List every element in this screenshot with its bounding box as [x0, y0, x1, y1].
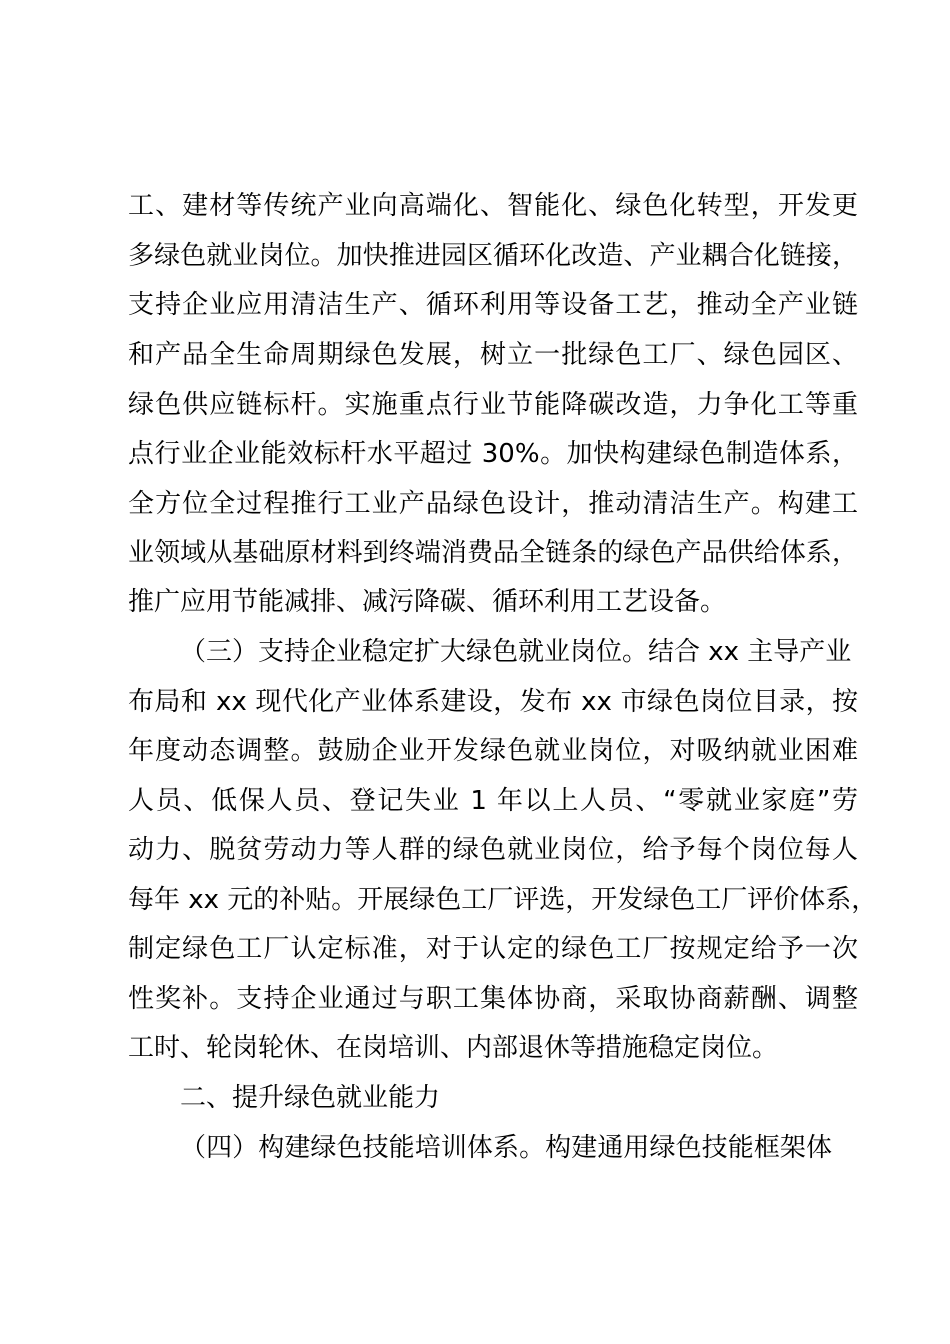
paragraph-line: 每年 xx 元的补贴。开展绿色工厂评选，开发绿色工厂评价体系，: [128, 885, 878, 915]
paragraph-line: 制定绿色工厂认定标准，对于认定的绿色工厂按规定给予一次: [128, 934, 858, 964]
paragraph-line: 支持企业应用清洁生产、循环利用等设备工艺，推动全产业链: [128, 290, 858, 320]
paragraph-line: 推广应用节能减排、减污降碳、循环利用工艺设备。: [128, 587, 727, 617]
paragraph-line: 动力、脱贫劳动力等人群的绿色就业岗位，给予每个岗位每人: [128, 835, 858, 865]
paragraph-line: 工、建材等传统产业向高端化、智能化、绿色化转型，开发更: [128, 191, 858, 221]
subheading-line: （四）构建绿色技能培训体系。构建通用绿色技能框架体: [180, 1133, 832, 1163]
section-heading: 二、提升绿色就业能力: [180, 1083, 441, 1113]
paragraph-line: 人员、低保人员、登记失业 1 年以上人员、“零就业家庭”劳: [128, 786, 858, 816]
paragraph-line: 工时、轮岗轮休、在岗培训、内部退休等措施稳定岗位。: [128, 1033, 779, 1063]
paragraph-line: 业领域从基础原材料到终端消费品全链条的绿色产品供给体系，: [128, 538, 858, 568]
paragraph-line: 布局和 xx 现代化产业体系建设，发布 xx 市绿色岗位目录，按: [128, 687, 858, 717]
paragraph-line: 和产品全生命周期绿色发展，树立一批绿色工厂、绿色园区、: [128, 340, 858, 370]
paragraph-line: 年度动态调整。鼓励企业开发绿色就业岗位，对吸纳就业困难: [128, 736, 858, 766]
paragraph-line: 全方位全过程推行工业产品绿色设计，推动清洁生产。构建工: [128, 489, 858, 519]
paragraph-line: 绿色供应链标杆。实施重点行业节能降碳改造，力争化工等重: [128, 390, 858, 420]
subheading-line: （三）支持企业稳定扩大绿色就业岗位。结合 xx 主导产业: [180, 637, 852, 667]
paragraph-line: 多绿色就业岗位。加快推进园区循环化改造、产业耦合化链接，: [128, 241, 858, 271]
paragraph-line: 性奖补。支持企业通过与职工集体协商，采取协商薪酬、调整: [128, 984, 858, 1014]
paragraph-line: 点行业企业能效标杆水平超过 30%。加快构建绿色制造体系，: [128, 439, 858, 469]
